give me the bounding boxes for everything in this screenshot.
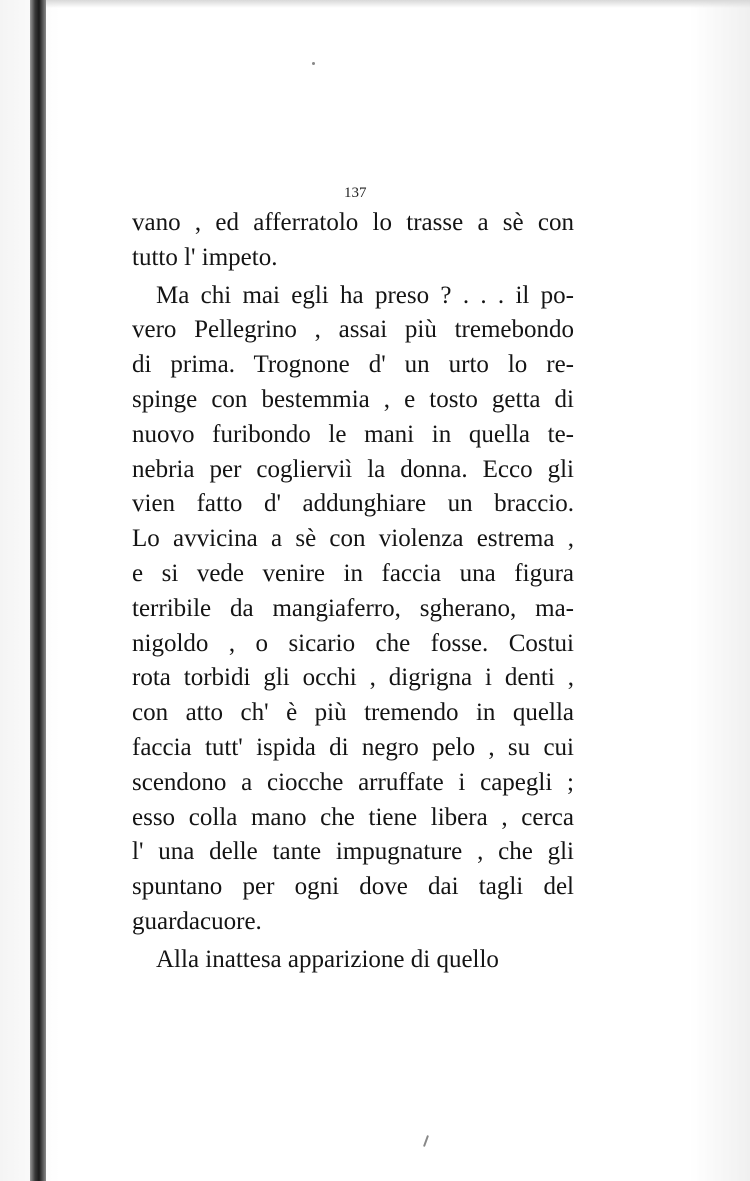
text-line: nebria per coglierviì la donna. Ecco gli (132, 455, 574, 483)
paragraph (132, 206, 574, 276)
text-line: scendono a ciocche arruffate i capegli ; (132, 768, 574, 796)
page-shadow (46, 0, 750, 8)
text-line: l' una delle tante impugnature , che gli (132, 838, 574, 866)
text-line: vero Pellegrino , assai più tremebondo (132, 316, 574, 344)
text-line: esso colla mano che tiene libera , cerca (132, 803, 574, 831)
text-line: vien fatto d' addunghiare un braccio. (132, 490, 574, 518)
body-text (132, 206, 574, 978)
text-line: nuovo furibondo le mani in quella te- (132, 420, 574, 448)
paragraph (132, 279, 574, 940)
paragraph (132, 943, 574, 978)
text-line: spuntano per ogni dove dai tagli del (132, 873, 574, 901)
page-number: 137 (344, 185, 367, 201)
text-line: rota torbidi gli occhi , digrigna i denti , (132, 664, 574, 692)
paper-mark (423, 1135, 429, 1147)
text-line: vano , ed afferratolo lo trasse a sè con (132, 209, 574, 236)
text-line: Lo avvicina a sè con violenza estrema , (132, 525, 574, 553)
text-line: guardacuore. (132, 907, 262, 935)
text-line: faccia tutt' ispida di negro pelo , su cui (132, 733, 574, 761)
text-line: terribile da mangiaferro, sgherano, ma- (132, 594, 574, 622)
text-line: Alla inattesa apparizione di quello (156, 945, 499, 973)
text-line: e si vede venire in faccia una figura (132, 559, 574, 587)
text-line: nigoldo , o sicario che fosse. Costui (132, 629, 574, 657)
text-line: con atto ch' è più tremendo in quella (132, 699, 574, 727)
text-line: spinge con bestemmia , e tosto getta di (132, 385, 574, 413)
binding-edge (30, 0, 46, 1181)
text-line: tutto l' impeto. (132, 243, 278, 271)
paper-speck (312, 62, 315, 65)
text-line: Ma chi mai egli ha preso ? . . . il po- (156, 281, 574, 309)
text-line: di prima. Trognone d' un urto lo re- (132, 351, 574, 379)
